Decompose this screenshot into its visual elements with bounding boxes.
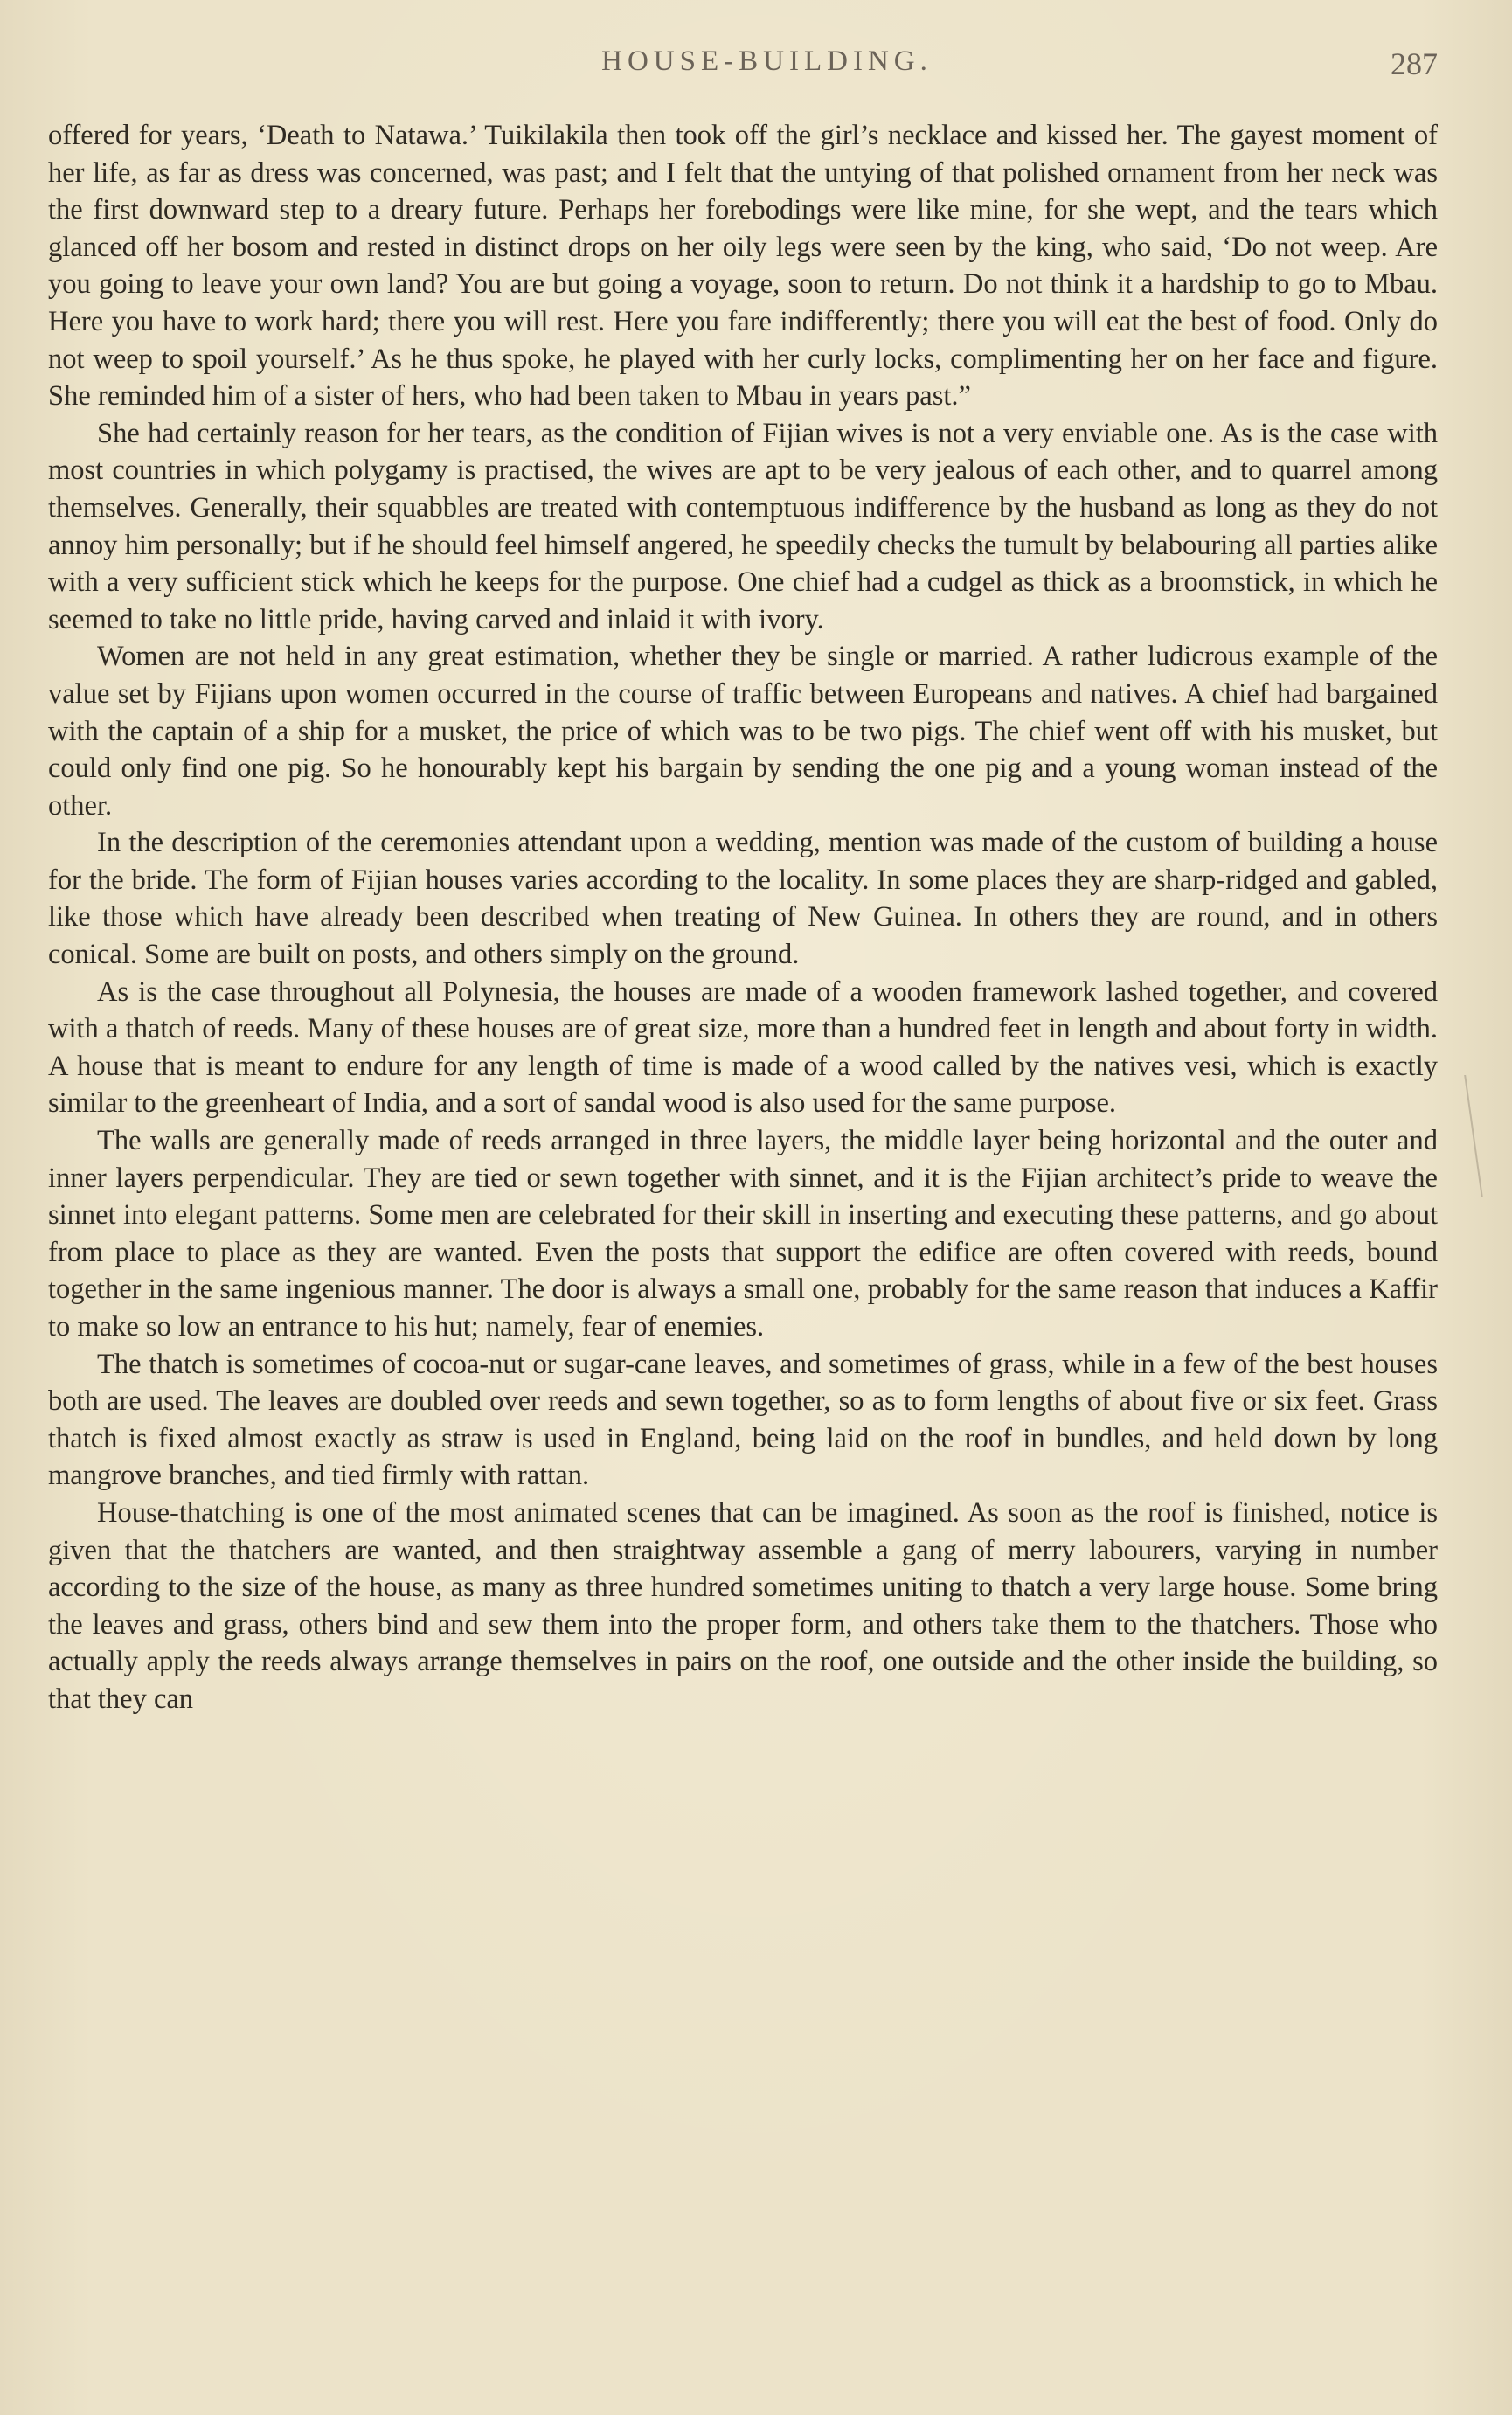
running-head: HOUSE-BUILDING. (601, 45, 933, 77)
paragraph-3: Women are not held in any great estimation, whether they be single or married. A rather ludicrous example of the value set by Fijians upon women occurred in the course of traffic between Europeans and natives. A chief had bargained with the captain of a ship for a musket, the price of which was to be two pigs. The chief went off with his musket, but could only find one pig. So he honourably kept his bargain by sending the one pig and a young woman instead of the other. (48, 641, 1438, 822)
margin-pencil-mark (1464, 1075, 1501, 1197)
paragraph-6: The walls are generally made of reeds arranged in three layers, the middle layer being horizontal and the outer and inner layers perpendicular. They are tied or sewn together with sinnet, and it is the Fijian architect’s pride to weave the sinnet into elegant patterns. Some men are celebrated for their skill in inserting and executing these patterns, and go about from place to place as they are wanted. Even the posts that support the edifice are often covered with reeds, bound together in the same ingenious manner. The door is always a small one, probably for the same reason that induces a Kaffir to make so low an entrance to his hut; namely, fear of enemies. (48, 1125, 1438, 1343)
paragraph-5: As is the case throughout all Polynesia, the houses are made of a wooden framework lashed together, and covered with a thatch of reeds. Many of these houses are of great size, more than a hundred feet in length and about forty in width. A house that is meant to endure for any length of time is made of a wood called by the natives vesi, which is exactly similar to the greenheart of India, and a sort of sandal wood is also used for the same purpose. (48, 975, 1438, 1120)
paragraph-7: The thatch is sometimes of cocoa-nut or sugar-cane leaves, and sometimes of grass, while in a few of the best houses both are used. The leaves are doubled over reeds and sewn together, so as to form lengths of about five or six feet. Grass thatch is fixed almost exactly as straw is used in England, being laid on the roof in bundles, and held down by long mangrove branches, and tied firmly with rattan. (48, 1348, 1438, 1492)
paragraph-8: House-thatching is one of the most animated scenes that can be imagined. As soon as the roof is finished, notice is given that the thatchers are wanted, and then straightway assemble a gang of merry labourers, varying in number according to the size of the house, as many as three hundred sometimes uniting to thatch a very large house. Some bring the leaves and grass, others bind and sew them into the proper form, and others take them to the thatchers. Those who actually apply the reeds always arrange themselves in pairs on the roof, one outside and the other inside the building, so that they can (48, 1496, 1438, 1715)
body-text (48, 117, 1438, 1718)
paragraph-2: She had certainly reason for her tears, as the condition of Fijian wives is not a very enviable one. As is the case with most countries in which polygamy is practised, the wives are apt to be very jealous of each other, and to quarrel among themselves. Generally, their squabbles are treated with contemptuous indifference by the husband as long as they do not annoy him personally; but if he should feel himself angered, he speedily checks the tumult by belabouring all parties alike with a very sufficient stick which he keeps for the purpose. One chief had a cudgel as thick as a broomstick, in which he seemed to take no little pride, having carved and inlaid it with ivory. (48, 417, 1438, 635)
paragraph-4: In the description of the ceremonies attendant upon a wedding, mention was made of the custom of building a house for the bride. The form of Fijian houses varies according to the locality. In some places they are sharp-ridged and gabled, like those which have already been described when treating of New Guinea. In others they are round, and in others conical. Some are built on posts, and others simply on the ground. (48, 827, 1438, 971)
page-header (96, 45, 1438, 89)
page-number: 287 (1391, 46, 1438, 81)
paragraph-1: offered for years, ‘Death to Natawa.’ Tuikilakila then took off the girl’s necklace and kissed her. The gayest moment of her life, as far as dress was concerned, was past; and I felt that the untying of that polished ornament from her neck was the first downward step to a dreary future. Perhaps her forebodings were like mine, for she wept, and the tears which glanced off her bosom and rested in distinct drops on her oily legs were seen by the king, who said, ‘Do not weep. Are you going to leave your own land? You are but going a voyage, soon to return. Do not think it a hardship to go to Mbau. Here you have to work hard; there you will rest. Here you fare indifferently; there you will eat the best of food. Only do not weep to spoil yourself.’ As he thus spoke, he played with her curly locks, complimenting her on her face and figure. She reminded him of a sister of hers, who had been taken to Mbau in years past.” (48, 120, 1438, 413)
